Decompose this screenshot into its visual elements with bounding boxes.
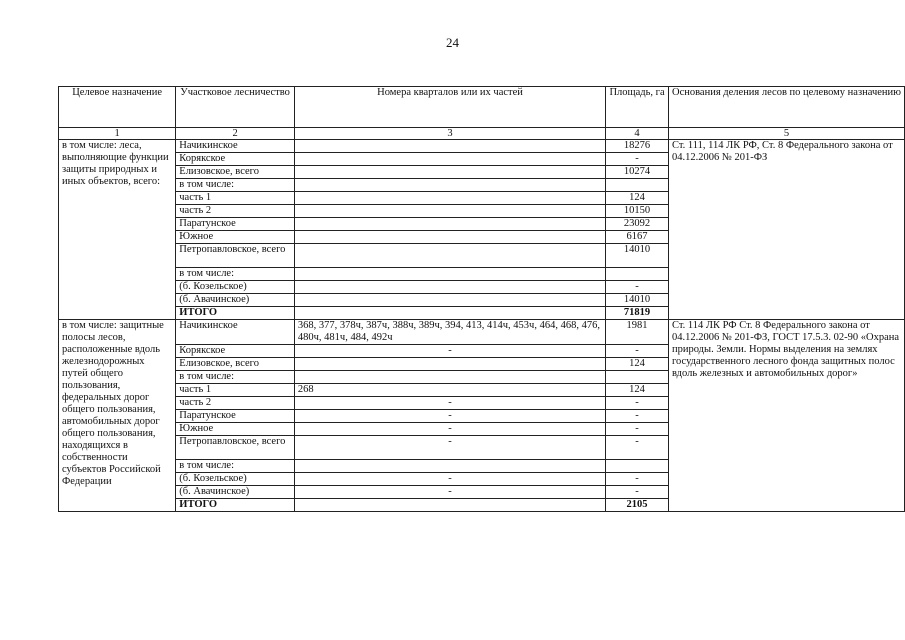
area-cell: 18276: [606, 140, 669, 153]
purpose-cell: в том числе: леса, выполняющие функции защиты природных и иных объектов, всего:: [59, 140, 176, 320]
quarters-cell: [294, 205, 605, 218]
column-number: 3: [294, 128, 605, 140]
page-number: 24: [446, 35, 459, 50]
area-cell: -: [606, 153, 669, 166]
quarters-cell: [294, 268, 605, 281]
district-cell: часть 2: [176, 205, 295, 218]
total-area: 2105: [606, 499, 669, 512]
district-cell: Начикинское: [176, 320, 295, 345]
quarters-cell: [294, 231, 605, 244]
district-cell: Начикинское: [176, 140, 295, 153]
purpose-cell: в том числе: защитные полосы лесов, расположенные вдоль железнодорожных путей общего пользования, федеральных дорог общего пользования, автомобильных дорог общего пользования, находящихся в собственности субъектов Российской Федерации: [59, 320, 176, 512]
column-number: 5: [668, 128, 904, 140]
quarters-cell: [294, 307, 605, 320]
column-number: 1: [59, 128, 176, 140]
area-cell: -: [606, 345, 669, 358]
quarters-cell: -: [294, 345, 605, 358]
quarters-cell: [294, 499, 605, 512]
district-cell: в том числе:: [176, 268, 295, 281]
column-number: 2: [176, 128, 295, 140]
quarters-cell: [294, 371, 605, 384]
district-cell: в том числе:: [176, 179, 295, 192]
district-cell: в том числе:: [176, 371, 295, 384]
column-number-row: [59, 128, 905, 140]
district-cell: Елизовское, всего: [176, 166, 295, 179]
quarters-cell: -: [294, 423, 605, 436]
quarters-cell: -: [294, 397, 605, 410]
total-label: ИТОГО: [176, 499, 295, 512]
area-cell: 10274: [606, 166, 669, 179]
district-cell: (б. Козельское): [176, 473, 295, 486]
area-cell: -: [606, 397, 669, 410]
quarters-cell: [294, 218, 605, 231]
area-cell: 6167: [606, 231, 669, 244]
quarters-cell: 268: [294, 384, 605, 397]
forest-purpose-table: [58, 86, 905, 512]
area-cell: 14010: [606, 244, 669, 268]
column-number: 4: [606, 128, 669, 140]
area-cell: 23092: [606, 218, 669, 231]
basis-cell: Ст. 111, 114 ЛК РФ, Ст. 8 Федерального закона от 04.12.2006 № 201-ФЗ: [668, 140, 904, 320]
quarters-cell: 368, 377, 378ч, 387ч, 388ч, 389ч, 394, 413, 414ч, 453ч, 464, 468, 476, 480ч, 481ч, 484, 492ч: [294, 320, 605, 345]
quarters-cell: [294, 166, 605, 179]
district-cell: Петропавловское, всего: [176, 436, 295, 460]
total-label: ИТОГО: [176, 307, 295, 320]
district-cell: Южное: [176, 231, 295, 244]
header-quarters: Номера кварталов или их частей: [294, 87, 605, 128]
district-cell: часть 1: [176, 192, 295, 205]
header-row: [59, 87, 905, 128]
quarters-cell: [294, 460, 605, 473]
header-basis: Основания деления лесов по целевому назначению: [668, 87, 904, 128]
district-cell: Южное: [176, 423, 295, 436]
quarters-cell: [294, 140, 605, 153]
district-cell: (б. Авачинское): [176, 294, 295, 307]
district-cell: Корякское: [176, 345, 295, 358]
district-cell: (б. Авачинское): [176, 486, 295, 499]
area-cell: -: [606, 423, 669, 436]
area-cell: 1981: [606, 320, 669, 345]
area-cell: -: [606, 486, 669, 499]
basis-cell: Ст. 114 ЛК РФ Ст. 8 Федерального закона от 04.12.2006 № 201-ФЗ, ГОСТ 17.5.3. 02-90 «Охрана природы. Земли. Нормы выделения на землях государственного лесного фонда защитных полос вдоль железных и автомобильных дорог»: [668, 320, 904, 512]
header-district: Участковое лесничество: [176, 87, 295, 128]
area-cell: [606, 371, 669, 384]
area-cell: [606, 268, 669, 281]
district-cell: часть 1: [176, 384, 295, 397]
area-cell: 10150: [606, 205, 669, 218]
district-cell: часть 2: [176, 397, 295, 410]
area-cell: 124: [606, 358, 669, 371]
area-cell: -: [606, 281, 669, 294]
area-cell: -: [606, 410, 669, 423]
table-row: [59, 320, 905, 345]
area-cell: -: [606, 436, 669, 460]
quarters-cell: [294, 294, 605, 307]
district-cell: (б. Козельское): [176, 281, 295, 294]
area-cell: [606, 179, 669, 192]
total-area: 71819: [606, 307, 669, 320]
quarters-cell: [294, 153, 605, 166]
quarters-cell: [294, 192, 605, 205]
area-cell: -: [606, 473, 669, 486]
district-cell: Елизовское, всего: [176, 358, 295, 371]
header-area: Площадь, га: [606, 87, 669, 128]
area-cell: 14010: [606, 294, 669, 307]
district-cell: Паратунское: [176, 410, 295, 423]
quarters-cell: -: [294, 410, 605, 423]
quarters-cell: [294, 179, 605, 192]
quarters-cell: [294, 244, 605, 268]
quarters-cell: [294, 281, 605, 294]
quarters-cell: -: [294, 436, 605, 460]
quarters-cell: [294, 358, 605, 371]
area-cell: 124: [606, 192, 669, 205]
area-cell: [606, 460, 669, 473]
district-cell: в том числе:: [176, 460, 295, 473]
district-cell: Петропавловское, всего: [176, 244, 295, 268]
quarters-cell: -: [294, 486, 605, 499]
table-row: [59, 140, 905, 153]
area-cell: 124: [606, 384, 669, 397]
district-cell: Корякское: [176, 153, 295, 166]
header-purpose: Целевое назначение: [59, 87, 176, 128]
district-cell: Паратунское: [176, 218, 295, 231]
quarters-cell: -: [294, 473, 605, 486]
